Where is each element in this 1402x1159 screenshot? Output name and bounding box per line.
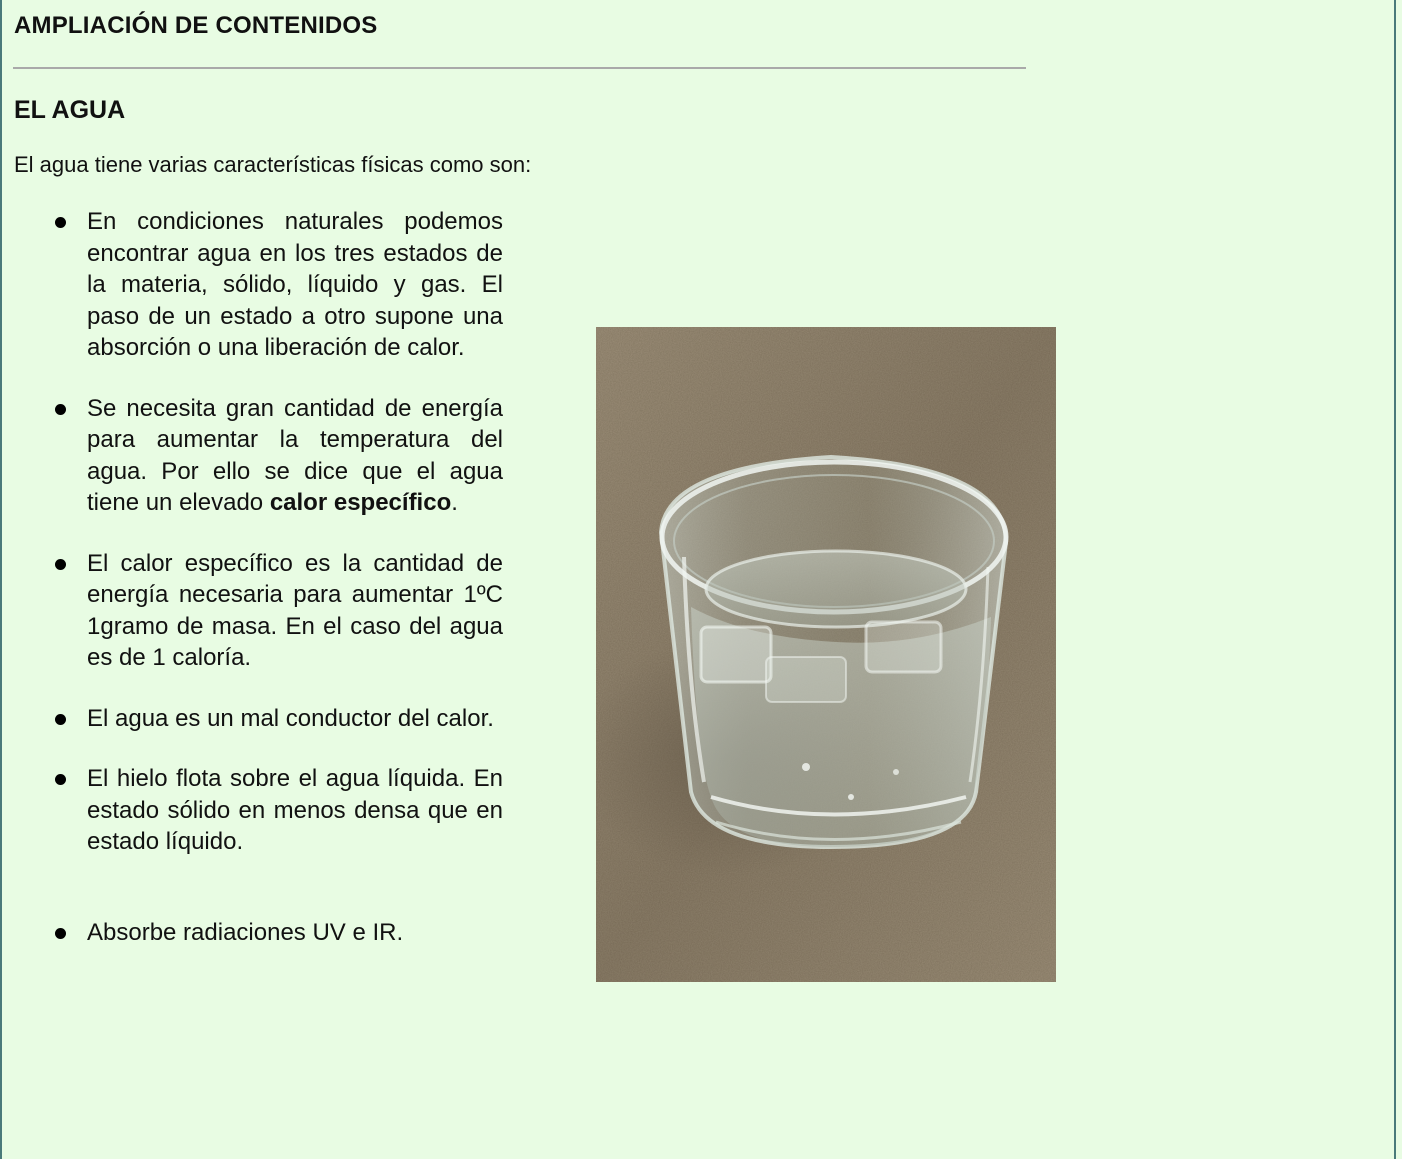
glass-of-water-photo (596, 327, 1056, 982)
list-item (0, 548, 503, 674)
list-item-text: El hielo flota sobre el agua líquida. En estado sólido en menos densa que en estado líquido. (87, 765, 503, 855)
bullet-icon (55, 404, 66, 415)
list-item (0, 703, 503, 735)
bullet-icon (55, 217, 66, 228)
list-item-text: En condiciones naturales podemos encontrar agua en los tres estados de la materia, sólido, líquido y gas. El paso de un estado a otro supone una absorción o una liberación de calor. (87, 208, 503, 361)
water-properties-list (0, 206, 560, 977)
bullet-icon (55, 928, 66, 939)
page-heading: EL AGUA (14, 96, 126, 124)
term-suffix: . (451, 489, 458, 516)
list-item (0, 763, 503, 858)
list-item-text: Se necesita gran cantidad de energía para aumentar la temperatura del agua. Por ello se dice que el agua tiene un elevado (87, 394, 503, 516)
title-divider (13, 67, 1026, 69)
list-item-text: El agua es un mal conductor del calor. (87, 704, 494, 732)
list-item (0, 393, 503, 519)
list-item (0, 917, 503, 949)
list-item-text: Absorbe radiaciones UV e IR. (87, 918, 404, 946)
bullet-icon (55, 774, 66, 785)
section-title: AMPLIACIÓN DE CONTENIDOS (14, 12, 378, 39)
list-item-text: El calor específico es la cantidad de energía necesaria para aumentar 1ºC 1gramo de masa. En el caso del agua es de 1 caloría. (87, 549, 503, 671)
list-item (0, 206, 503, 364)
specific-heat-term: calor específico (269, 489, 452, 516)
intro-paragraph: El agua tiene varias características físicas como son: (14, 152, 532, 177)
bullet-icon (55, 559, 66, 570)
bullet-icon (55, 714, 66, 725)
